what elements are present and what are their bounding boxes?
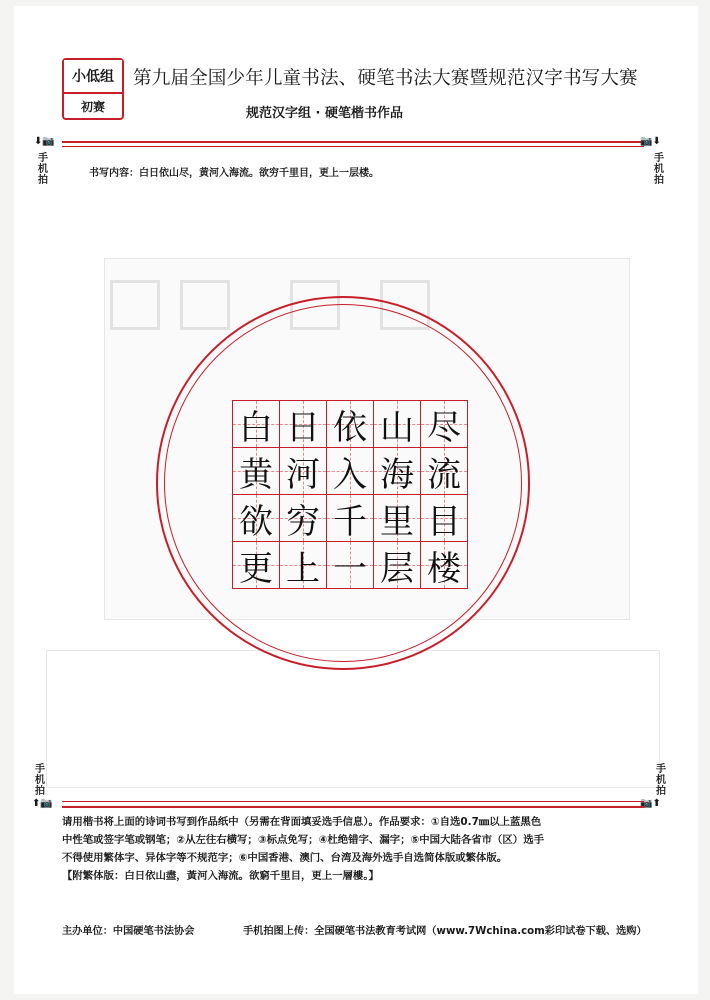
grid-cell: [421, 495, 468, 542]
grid-cell: [327, 495, 374, 542]
photo-mark-top-right: [640, 136, 661, 147]
grid-character: 层: [380, 548, 414, 589]
grid-character: 一: [333, 548, 367, 589]
organizer: 主办单位：中国硬笔书法协会: [62, 926, 195, 937]
grid-cell: [374, 495, 421, 542]
grid-cell: [280, 401, 327, 448]
grid-cell: [233, 495, 280, 542]
grid-character: 河: [286, 454, 320, 495]
badge-group-label: 小低组: [64, 60, 122, 92]
grid-character: 依: [333, 407, 367, 448]
badge-round-label: 初赛: [64, 92, 122, 118]
grid-character: 楼: [427, 548, 461, 589]
photo-label-top-left: 手机拍: [38, 153, 48, 186]
page-title: 第九届全国少年儿童书法、硬笔书法大赛暨规范汉字书写大赛: [133, 68, 638, 89]
upload-info: 手机拍图上传：全国硬笔书法教育考试网（www.7Wchina.com彩印试卷下载、选购）: [243, 926, 647, 937]
grid-character: 入: [333, 454, 367, 495]
bleed-through-qr-1: [110, 280, 160, 330]
page-subtitle: 规范汉字组 · 硬笔楷书作品: [246, 106, 403, 121]
camera-icon: 📷: [640, 798, 653, 809]
camera-icon: 📷: [42, 136, 55, 147]
grid-cell: [280, 448, 327, 495]
grid-cell: [374, 401, 421, 448]
grid-character: 更: [239, 548, 273, 589]
bottom-rule-thin: [62, 801, 644, 802]
writing-grid: [232, 400, 468, 589]
top-rule-thin: [62, 146, 644, 147]
instructions-line: 不得使用繁体字、异体字等不规范字；⑥中国香港、澳门、台湾及海外选手自选简体版或繁体版。: [62, 852, 508, 864]
camera-icon: 📷: [640, 136, 653, 147]
photo-label-top-right: 手机拍: [654, 153, 664, 186]
photo-label-bottom-left: 手机拍: [35, 764, 45, 797]
top-rule-thick: [62, 141, 644, 143]
photo-label-bottom-right: 手机拍: [656, 764, 666, 797]
grid-character: 白: [239, 407, 273, 448]
camera-icon: 📷: [40, 798, 53, 809]
instructions-line: 中性笔或签字笔或钢笔；②从左往右横写；③标点免写；④杜绝错字、漏字；⑤中国大陆各省市（区）选手: [62, 834, 544, 846]
grid-character: 穷: [286, 501, 320, 542]
bottom-rule-thick: [62, 806, 644, 808]
arrow-down-icon: ⬇: [34, 136, 43, 147]
grid-cell: [327, 401, 374, 448]
grid-character: 千: [333, 501, 367, 542]
bleed-through-qr-2: [180, 280, 230, 330]
grid-character: 黄: [239, 454, 273, 495]
grid-cell: [280, 495, 327, 542]
grid-cell: [374, 542, 421, 589]
grid-character: 欲: [239, 501, 273, 542]
grid-cell: [421, 542, 468, 589]
arrow-down-icon: ⬇: [652, 136, 661, 147]
photo-mark-top-left: [34, 136, 55, 147]
arrow-up-icon: ⬆: [32, 798, 41, 809]
photo-mark-bottom-left: [32, 798, 53, 809]
traditional-version-note: 【附繁体版：白日依山盡，黃河入海流。欲窮千里目，更上一層樓。】: [62, 870, 379, 882]
grid-cell: [280, 542, 327, 589]
grid-cell: [233, 448, 280, 495]
grid-cell: [421, 401, 468, 448]
arrow-up-icon: ⬆: [652, 798, 661, 809]
instructions-block: [62, 813, 652, 885]
grid-cell: [374, 448, 421, 495]
grid-cell: [327, 542, 374, 589]
group-badge: [62, 58, 124, 120]
grid-cell: [233, 401, 280, 448]
grid-cell: [421, 448, 468, 495]
grid-character: 山: [380, 407, 414, 448]
bleed-through-form: [46, 650, 660, 788]
grid-character: 里: [380, 501, 414, 542]
writing-content: 书写内容：白日依山尽，黄河入海流。欲穷千里目，更上一层楼。: [89, 168, 379, 179]
grid-character: 日: [286, 407, 320, 448]
grid-character: 尽: [427, 407, 461, 448]
instructions-line: 请用楷书将上面的诗词书写到作品纸中（另需在背面填妥选手信息）。作品要求：①自选0.7㎜以上蓝黑色: [62, 816, 542, 828]
grid-character: 流: [427, 454, 461, 495]
grid-character: 海: [380, 454, 414, 495]
grid-cell: [327, 448, 374, 495]
grid-cell: [233, 542, 280, 589]
grid-character: 上: [286, 548, 320, 589]
grid-character: 目: [427, 501, 461, 542]
